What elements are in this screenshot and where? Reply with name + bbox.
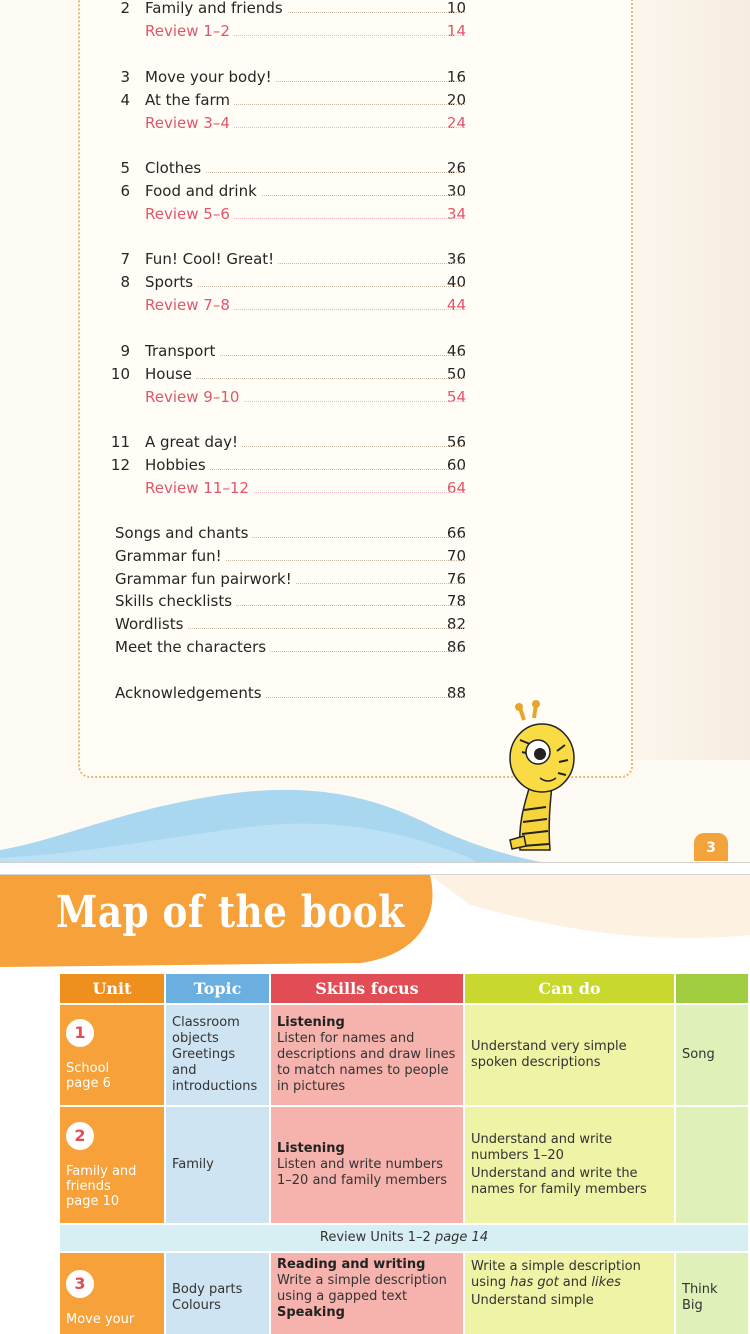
unit-cell <box>60 1005 164 1105</box>
extra-cell <box>676 1107 748 1223</box>
toc-page-number: 10 <box>446 0 466 17</box>
toc-title: Transport <box>145 340 219 362</box>
toc-title: Hobbies <box>145 454 210 476</box>
toc-unit-number: 10 <box>110 365 130 383</box>
toc-page-number: 64 <box>446 479 466 497</box>
toc-row <box>0 568 750 590</box>
map-title: Map of the book <box>56 887 405 938</box>
toc-row <box>0 682 750 704</box>
toc-title: Skills checklists <box>115 590 236 612</box>
skill-heading: Reading and writing <box>277 1257 426 1272</box>
toc-page-number: 26 <box>446 159 466 177</box>
toc-title: Review 1–2 <box>145 20 234 42</box>
toc-page-number: 44 <box>446 296 466 314</box>
header-skills-focus: Skills focus <box>271 974 463 1003</box>
toc-title: Clothes <box>145 157 205 179</box>
toc-row <box>0 431 750 453</box>
toc-title: Grammar fun! <box>115 545 226 567</box>
toc-title: Wordlists <box>115 613 187 635</box>
toc-page-number: 34 <box>446 205 466 223</box>
toc-unit-number: 8 <box>120 273 130 291</box>
toc-page-number: 30 <box>446 182 466 200</box>
toc-title: Family and friends <box>145 0 287 19</box>
toc-row <box>0 271 750 293</box>
toc-unit-number: 6 <box>120 182 130 200</box>
table-row <box>60 1005 748 1105</box>
header-extra <box>676 974 748 1003</box>
toc-row <box>0 545 750 567</box>
toc-row <box>0 386 750 408</box>
can-do-cell <box>465 1107 674 1223</box>
toc-row <box>0 112 750 134</box>
toc-unit-number: 2 <box>120 0 130 17</box>
toc-title: Review 9–10 <box>145 386 243 408</box>
toc-page-number: 78 <box>446 592 466 610</box>
unit-cell <box>60 1253 164 1334</box>
extra-cell: Song <box>676 1005 748 1105</box>
skills-cell <box>271 1005 463 1105</box>
toc-title: Review 7–8 <box>145 294 234 316</box>
toc-unit-number: 4 <box>120 91 130 109</box>
skill-text: Listen for names and descriptions and draw lines to match names to people in pictures <box>277 1031 456 1094</box>
can-do-text: Understand very simple spoken descriptions <box>471 1039 627 1070</box>
unit-cell <box>60 1107 164 1223</box>
toc-unit-number: 7 <box>120 250 130 268</box>
toc-page-number: 54 <box>446 388 466 406</box>
extra-cell: Think Big <box>676 1253 748 1334</box>
toc-title: Meet the characters <box>115 636 270 658</box>
toc-page-number: 14 <box>446 22 466 40</box>
toc-page-number: 36 <box>446 250 466 268</box>
skill-heading-2: Speaking <box>277 1305 345 1320</box>
toc-title: House <box>145 363 196 385</box>
toc-unit-number: 12 <box>110 456 130 474</box>
review-row <box>60 1225 748 1251</box>
review-label: Review Units 1–2 <box>319 1230 435 1245</box>
page-number-badge: 3 <box>694 833 728 861</box>
unit-name: Family and friends <box>66 1163 137 1194</box>
toc-row <box>0 157 750 179</box>
toc-title: Sports <box>145 271 197 293</box>
skills-cell <box>271 1253 463 1334</box>
toc-row <box>0 477 750 499</box>
skill-heading: Listening <box>277 1141 345 1156</box>
map-header-row <box>60 974 748 1003</box>
toc-row <box>0 248 750 270</box>
skills-cell <box>271 1107 463 1223</box>
toc-title: Songs and chants <box>115 522 252 544</box>
can-do-text: Understand simple <box>471 1293 594 1308</box>
toc-unit-number: 5 <box>120 159 130 177</box>
toc-page-number: 76 <box>446 570 466 588</box>
skill-text: Listen and write numbers 1–20 and family members <box>277 1157 447 1188</box>
toc-title: Food and drink <box>145 180 261 202</box>
toc-row <box>0 613 750 635</box>
unit-number-badge: 3 <box>66 1270 94 1298</box>
toc-page-number: 56 <box>446 433 466 451</box>
unit-name: School <box>66 1061 110 1076</box>
toc-title: A great day! <box>145 431 242 453</box>
toc-row <box>0 590 750 612</box>
unit-number-badge: 1 <box>66 1019 94 1047</box>
toc-row <box>0 20 750 42</box>
toc-row <box>0 454 750 476</box>
topic-cell: Body parts Colours <box>166 1253 269 1334</box>
toc-title: Move your body! <box>145 66 276 88</box>
toc-page-number: 50 <box>446 365 466 383</box>
toc-row <box>0 180 750 202</box>
toc-title: Review 5–6 <box>145 203 234 225</box>
toc-page-number: 86 <box>446 638 466 656</box>
toc-title: Fun! Cool! Great! <box>145 248 278 270</box>
toc-page-number: 20 <box>446 91 466 109</box>
map-table <box>58 972 750 1334</box>
table-row <box>60 1253 748 1334</box>
unit-number-badge: 2 <box>66 1122 94 1150</box>
toc-page-number: 60 <box>446 456 466 474</box>
review-cell <box>60 1225 748 1251</box>
topic-cell: Classroom objects Greetings and introductions <box>166 1005 269 1105</box>
can-do-text: Understand and write numbers 1–20 <box>471 1132 613 1163</box>
review-page: page 14 <box>434 1230 489 1245</box>
can-do-text: Write a simple description using has got and likes <box>471 1259 641 1290</box>
toc-page-number: 24 <box>446 114 466 132</box>
toc-row <box>0 89 750 111</box>
skill-heading: Listening <box>277 1015 345 1030</box>
toc-title: Acknowledgements <box>115 682 266 704</box>
toc-row <box>0 340 750 362</box>
map-of-book-page <box>0 874 750 1334</box>
header-can-do: Can do <box>465 974 674 1003</box>
blue-wave-decoration <box>0 770 750 863</box>
unit-page: page 10 <box>66 1193 120 1209</box>
can-do-cell <box>465 1005 674 1105</box>
table-row <box>60 1107 748 1223</box>
toc-row <box>0 522 750 544</box>
toc-row <box>0 294 750 316</box>
topic-cell: Family <box>166 1107 269 1223</box>
toc-row <box>0 0 750 19</box>
skill-text: Write a simple description using a gapped text <box>277 1273 447 1304</box>
giraffe-mascot-icon <box>480 700 590 862</box>
toc-page-number: 70 <box>446 547 466 565</box>
unit-page: page 6 <box>66 1076 111 1091</box>
can-do-cell <box>465 1253 674 1334</box>
toc-unit-number: 11 <box>110 433 130 451</box>
header-unit: Unit <box>60 974 164 1003</box>
toc-page-number: 46 <box>446 342 466 360</box>
unit-name: Move your <box>66 1311 135 1327</box>
toc-title: Review 11–12 <box>145 477 253 499</box>
header-topic: Topic <box>166 974 269 1003</box>
toc-page-number: 88 <box>446 684 466 702</box>
toc-row <box>0 66 750 88</box>
toc-title: Grammar fun pairwork! <box>115 568 296 590</box>
toc-unit-number: 3 <box>120 68 130 86</box>
toc-title: Review 3–4 <box>145 112 234 134</box>
toc-title: At the farm <box>145 89 234 111</box>
toc-page-number: 66 <box>446 524 466 542</box>
toc-unit-number: 9 <box>120 342 130 360</box>
can-do-text: Understand and write the names for family members <box>471 1166 647 1197</box>
toc-row <box>0 636 750 658</box>
toc-page-number: 82 <box>446 615 466 633</box>
toc-row <box>0 203 750 225</box>
toc-row <box>0 363 750 385</box>
toc-page-number: 40 <box>446 273 466 291</box>
toc-page-number: 16 <box>446 68 466 86</box>
